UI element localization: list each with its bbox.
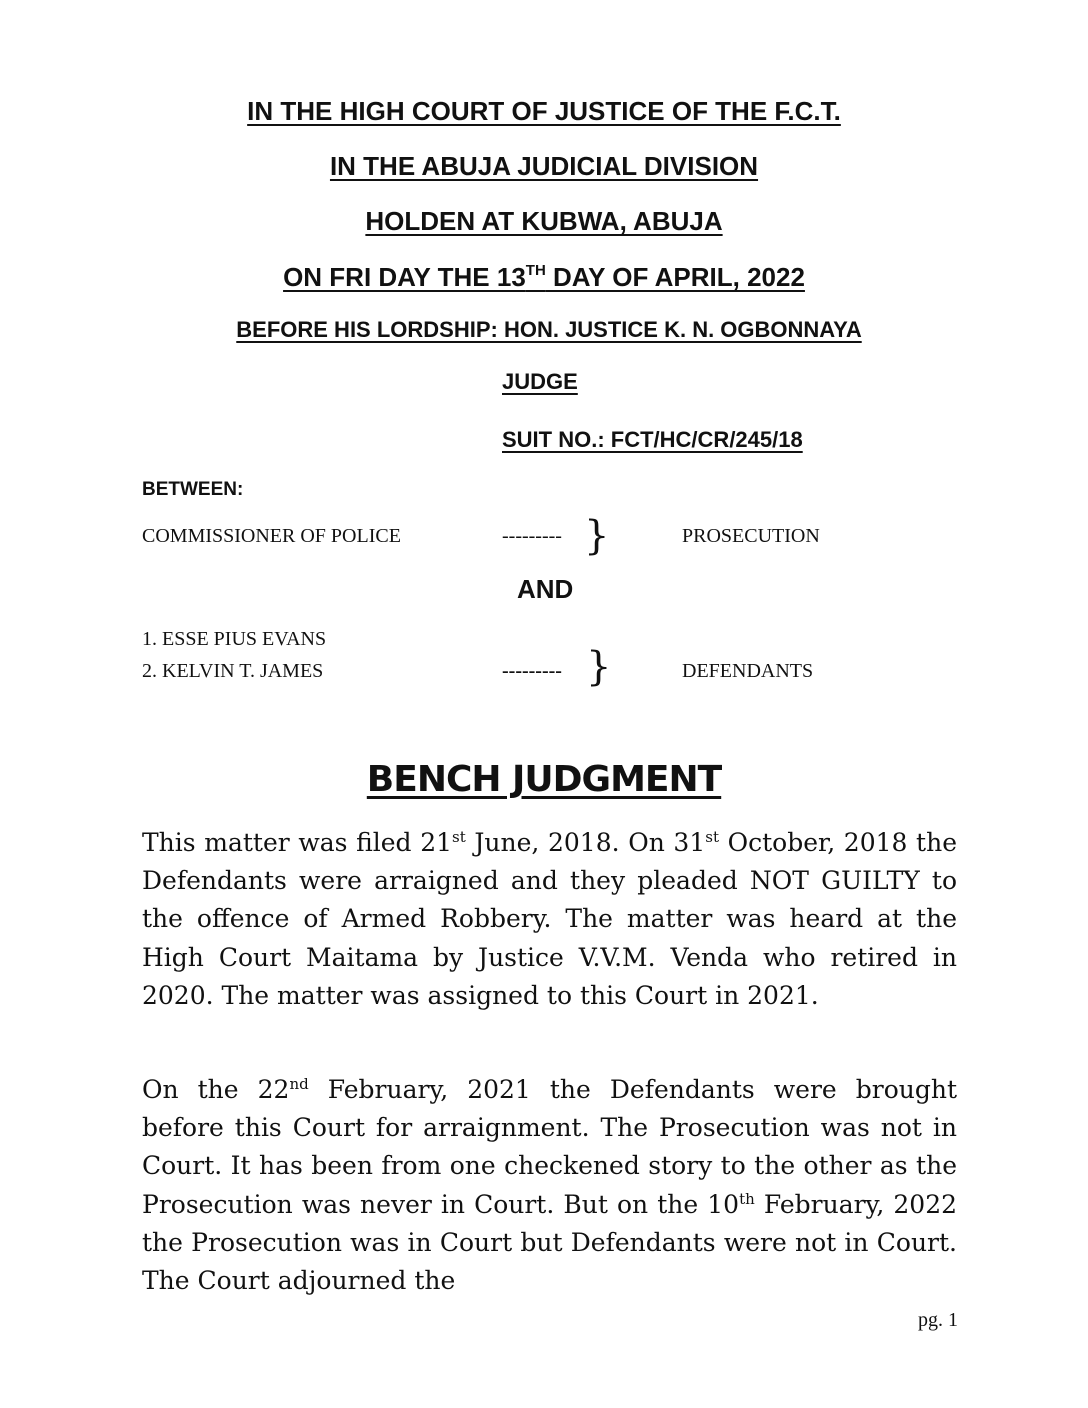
defendants-role: DEFENDANTS <box>682 660 814 682</box>
prosecution-brace: } <box>584 513 610 559</box>
para2-text-3: February, 2022 the Prosecution was in Court but Defendants were not in Court. The Court adjourned the <box>142 1189 958 1296</box>
court-heading: IN THE HIGH COURT OF JUSTICE OF THE F.C.T. <box>247 96 841 126</box>
page-number: pg. 1 <box>918 1309 958 1331</box>
paragraph-2 <box>142 1071 957 1300</box>
judge-label: JUDGE <box>502 369 578 394</box>
prosecution-dashes: --------- <box>502 525 562 547</box>
para1-sup-1: st <box>452 828 466 846</box>
para2-sup-1: nd <box>289 1075 309 1093</box>
date-superscript: TH <box>525 262 546 279</box>
between-label: BETWEEN: <box>142 479 244 500</box>
defendants-brace: } <box>586 644 612 690</box>
prosecution-name: COMMISSIONER OF POLICE <box>142 525 401 547</box>
defendant-1: 1. ESSE PIUS EVANS <box>142 628 327 650</box>
para1-text-3: October, 2018 the Defendants were arraigned and they pleaded NOT GUILTY to the offence of Armed Robbery. The matter was heard at the High Court Maitama by Justice V.V.M. Venda who retired in 2020. The matter was assigned to this Court in 2021. <box>142 828 958 1010</box>
judgment-title: BENCH JUDGMENT <box>366 759 722 800</box>
para1-text-2: June, 2018. On 31 <box>465 828 706 857</box>
date-heading <box>0 262 1088 292</box>
suit-number: SUIT NO.: FCT/HC/CR/245/18 <box>502 427 803 452</box>
para2-sup-2: th <box>739 1189 755 1208</box>
and-label: AND <box>517 574 574 604</box>
para2-text-2: February, 2021 the Defendants were brought before this Court for arraignment. The Prosecution was not in Court. It has been from one checkened story to the other as the Prosecution was never in Court. But on the 10 <box>142 1075 957 1219</box>
defendant-2: 2. KELVIN T. JAMES <box>142 660 324 682</box>
before-his-lordship: BEFORE HIS LORDSHIP: HON. JUSTICE K. N. OGBONNAYA <box>236 317 862 342</box>
date-prefix: ON FRI DAY THE 13 <box>283 262 526 292</box>
prosecution-role: PROSECUTION <box>682 525 820 547</box>
defendants-dashes: --------- <box>502 660 562 682</box>
para2-text-1: On the 22 <box>142 1075 290 1104</box>
division-heading: IN THE ABUJA JUDICIAL DIVISION <box>329 151 759 181</box>
para1-sup-2: st <box>705 828 719 846</box>
para1-text-1: This matter was filed 21 <box>142 828 453 857</box>
date-suffix: DAY OF APRIL, 2022 <box>545 262 805 292</box>
holden-heading: HOLDEN AT KUBWA, ABUJA <box>365 206 723 236</box>
paragraph-1 <box>142 824 957 1015</box>
